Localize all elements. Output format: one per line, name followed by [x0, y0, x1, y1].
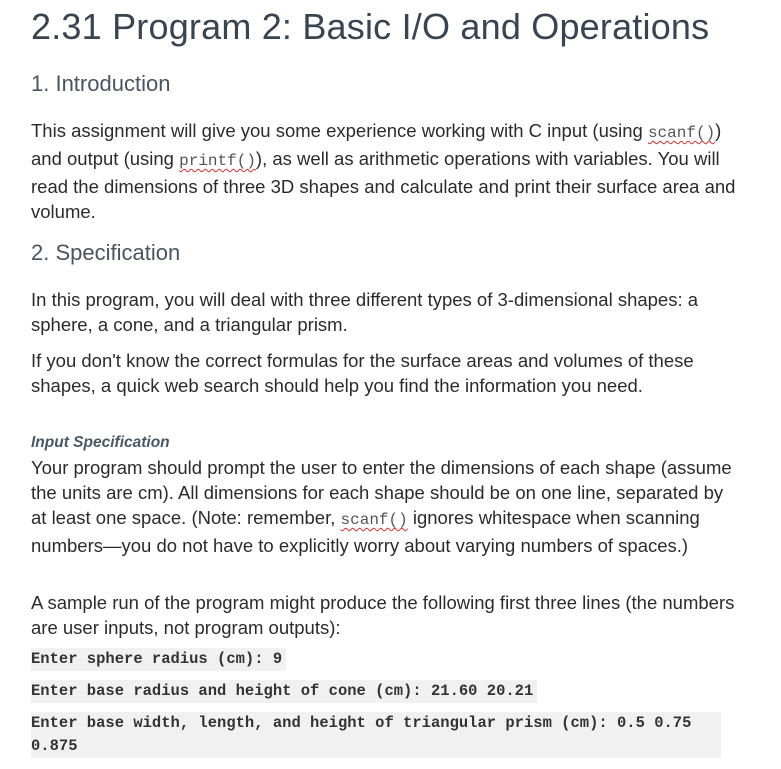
input-text-1: Your program should prompt the user to enter the dimensions of each shape (assume the units are cm). All dimensions for each shape should be on one line, separated by at least one space. (Note: remember,	[31, 457, 732, 528]
specification-paragraph-formulas: If you don't know the correct formulas for the surface areas and volumes of these shapes, a quick web search should help you find the information you need.	[31, 350, 694, 396]
page-title: 2.31 Program 2: Basic I/O and Operations	[31, 6, 710, 47]
sample-line-cone: Enter base radius and height of cone (cm): 21.60 20.21	[31, 680, 537, 703]
sample-line-prism: Enter base width, length, and height of triangular prism (cm): 0.5 0.75 0.875	[31, 712, 721, 758]
scanf-code-note: scanf()	[340, 511, 408, 529]
intro-text-1: This assignment will give you some experience working with C input (using	[31, 120, 648, 141]
introduction-paragraph	[31, 118, 743, 224]
sample-line-sphere: Enter sphere radius (cm): 9	[31, 648, 286, 671]
intro-text-2: ) and output (using	[31, 120, 722, 169]
input-specification-subheading: Input Specification	[31, 434, 170, 451]
scanf-code: scanf()	[647, 124, 716, 142]
input-specification-paragraph	[31, 455, 743, 558]
sample-run-intro: A sample run of the program might produce the following first three lines (the numbers are user inputs, not program outputs):	[31, 592, 735, 638]
section-heading-introduction: 1. Introduction	[31, 71, 171, 96]
section-heading-specification: 2. Specification	[31, 240, 181, 265]
printf-code: printf()	[179, 152, 256, 170]
specification-paragraph-shapes: In this program, you will deal with three different types of 3-dimensional shapes: a sphere, a cone, and a triangular prism.	[31, 289, 699, 335]
input-text-2: ignores whitespace when scanning numbers—you do not have to explicitly worry about varying numbers of spaces.)	[31, 507, 700, 556]
intro-text-3: ), as well as arithmetic operations with variables. You will read the dimensions of three 3D shapes and calculate and print their surface area and volume.	[31, 148, 736, 222]
